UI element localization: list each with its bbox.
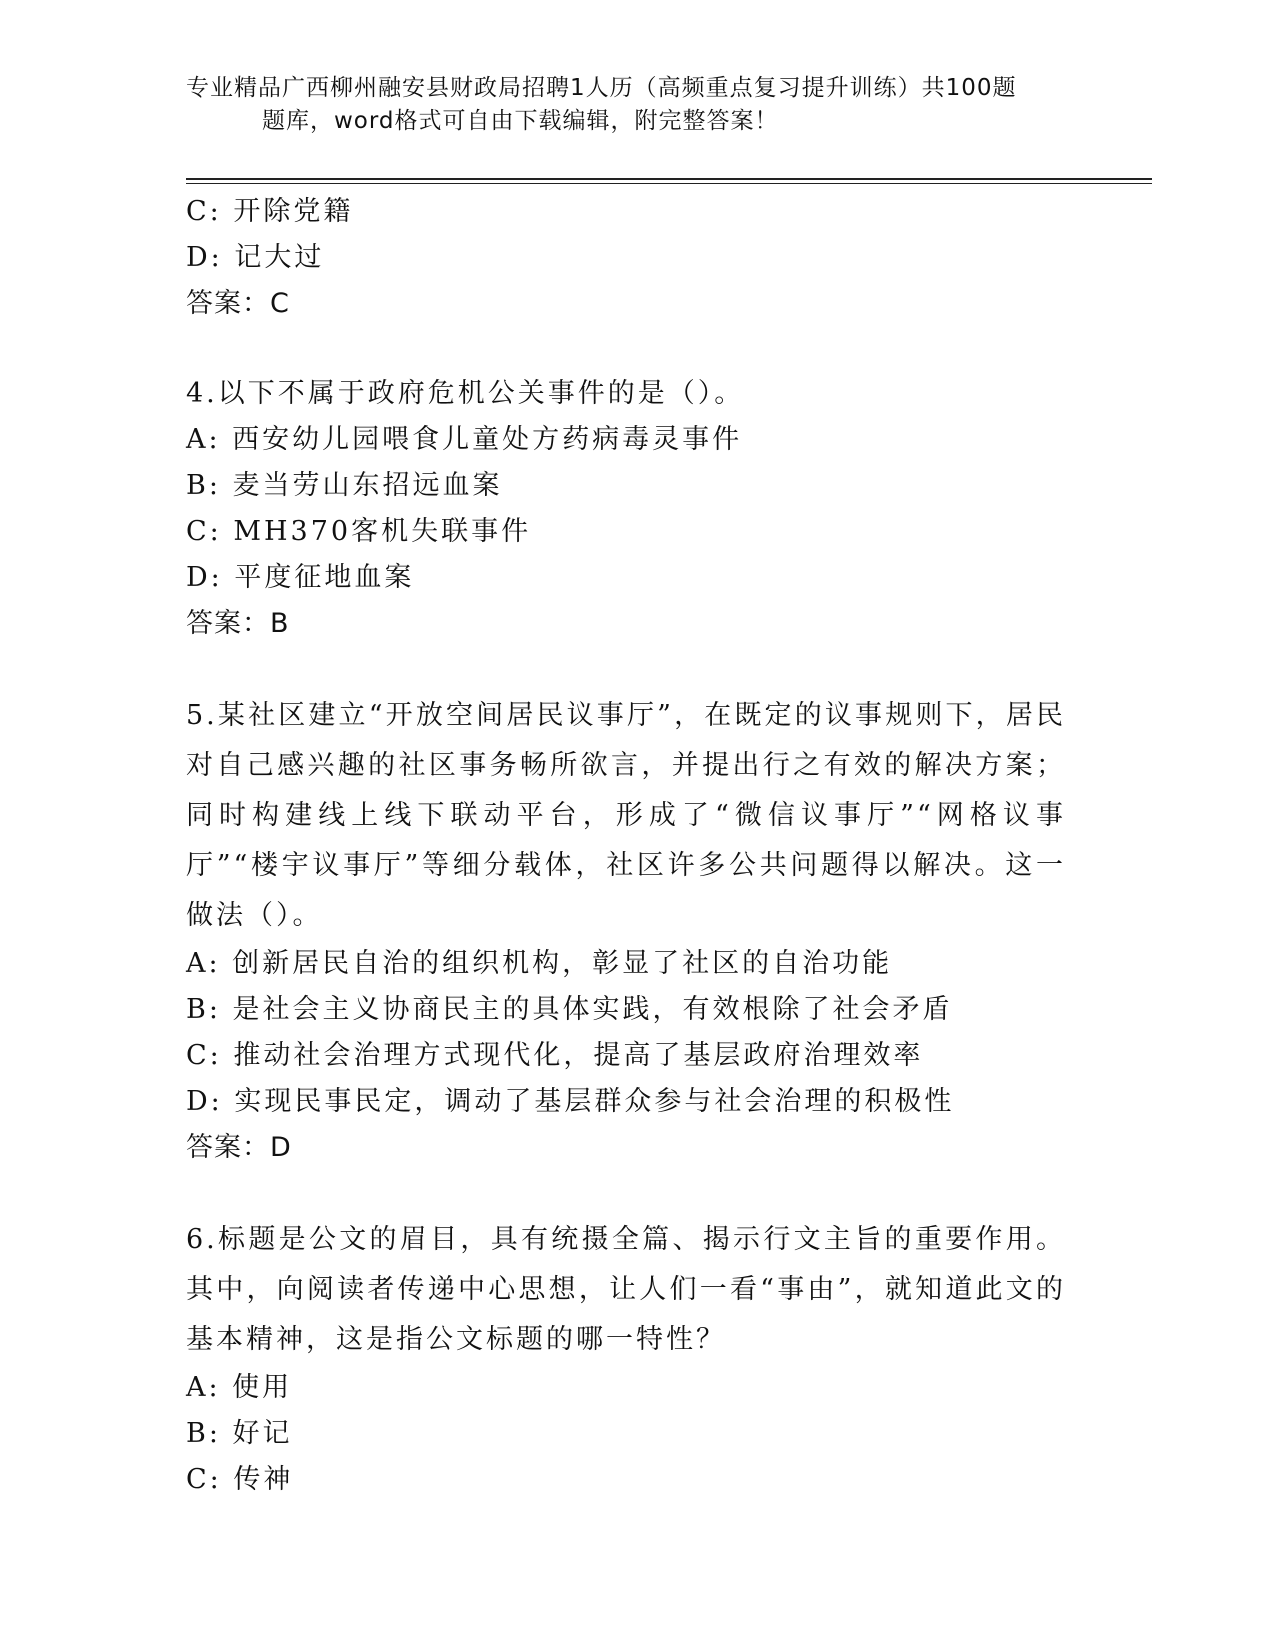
q6-option-c: C: 传神 xyxy=(186,1464,294,1495)
q4-option-d: D: 平度征地血案 xyxy=(186,562,415,593)
q4-option-a: A: 西安幼儿园喂食儿童处方药病毒灵事件 xyxy=(186,424,743,455)
q5-option-c: C: 推动社会治理方式现代化，提高了基层政府治理效率 xyxy=(186,1040,924,1071)
q5-option-d: D: 实现民事民定，调动了基层群众参与社会治理的积极性 xyxy=(186,1086,955,1117)
header-divider xyxy=(186,178,1152,180)
header-divider-thin xyxy=(186,183,1152,184)
q5-option-a: A: 创新居民自治的组织机构，彰显了社区的自治功能 xyxy=(186,948,893,979)
q5-text: 5.某社区建立“开放空间居民议事厅”，在既定的议事规则下，居民对自己感兴趣的社区事务畅所欲言，并提出行之有效的解决方案；同时构建线上线下联动平台，形成了“微信议事厅”“网格议事厅”“楼宇议事厅”等细分载体，社区许多公共问题得以解决。这一做法（）。 xyxy=(186,700,1066,931)
q4-option-b: B: 麦当劳山东招远血案 xyxy=(186,470,503,501)
q6-text: 6.标题是公文的眉目，具有统摄全篇、揭示行文主旨的重要作用。其中，向阅读者传递中心思想，让人们一看“事由”，就知道此文的基本精神，这是指公文标题的哪一特性？ xyxy=(186,1224,1066,1355)
q4-option-c: C: MH370客机失联事件 xyxy=(186,516,532,547)
document-header xyxy=(186,72,1066,138)
q4-answer: 答案：B xyxy=(186,608,290,639)
q3-option-d: D: 记大过 xyxy=(186,242,325,273)
header-title-line2: 题库，word格式可自由下载编辑，附完整答案！ xyxy=(262,108,779,134)
document-body xyxy=(186,189,1066,1503)
q5-answer: 答案：D xyxy=(186,1132,292,1163)
q5-option-b: B: 是社会主义协商民主的具体实践，有效根除了社会矛盾 xyxy=(186,994,953,1025)
q6-option-a: A: 使用 xyxy=(186,1372,293,1403)
q4-text: 4.以下不属于政府危机公关事件的是（）。 xyxy=(186,378,745,409)
header-title-line1: 专业精品广西柳州融安县财政局招聘1人历（高频重点复习提升训练）共100题 xyxy=(186,75,1017,101)
q3-answer: 答案：C xyxy=(186,288,290,319)
q3-option-c: C: 开除党籍 xyxy=(186,196,354,227)
q6-option-b: B: 好记 xyxy=(186,1418,293,1449)
